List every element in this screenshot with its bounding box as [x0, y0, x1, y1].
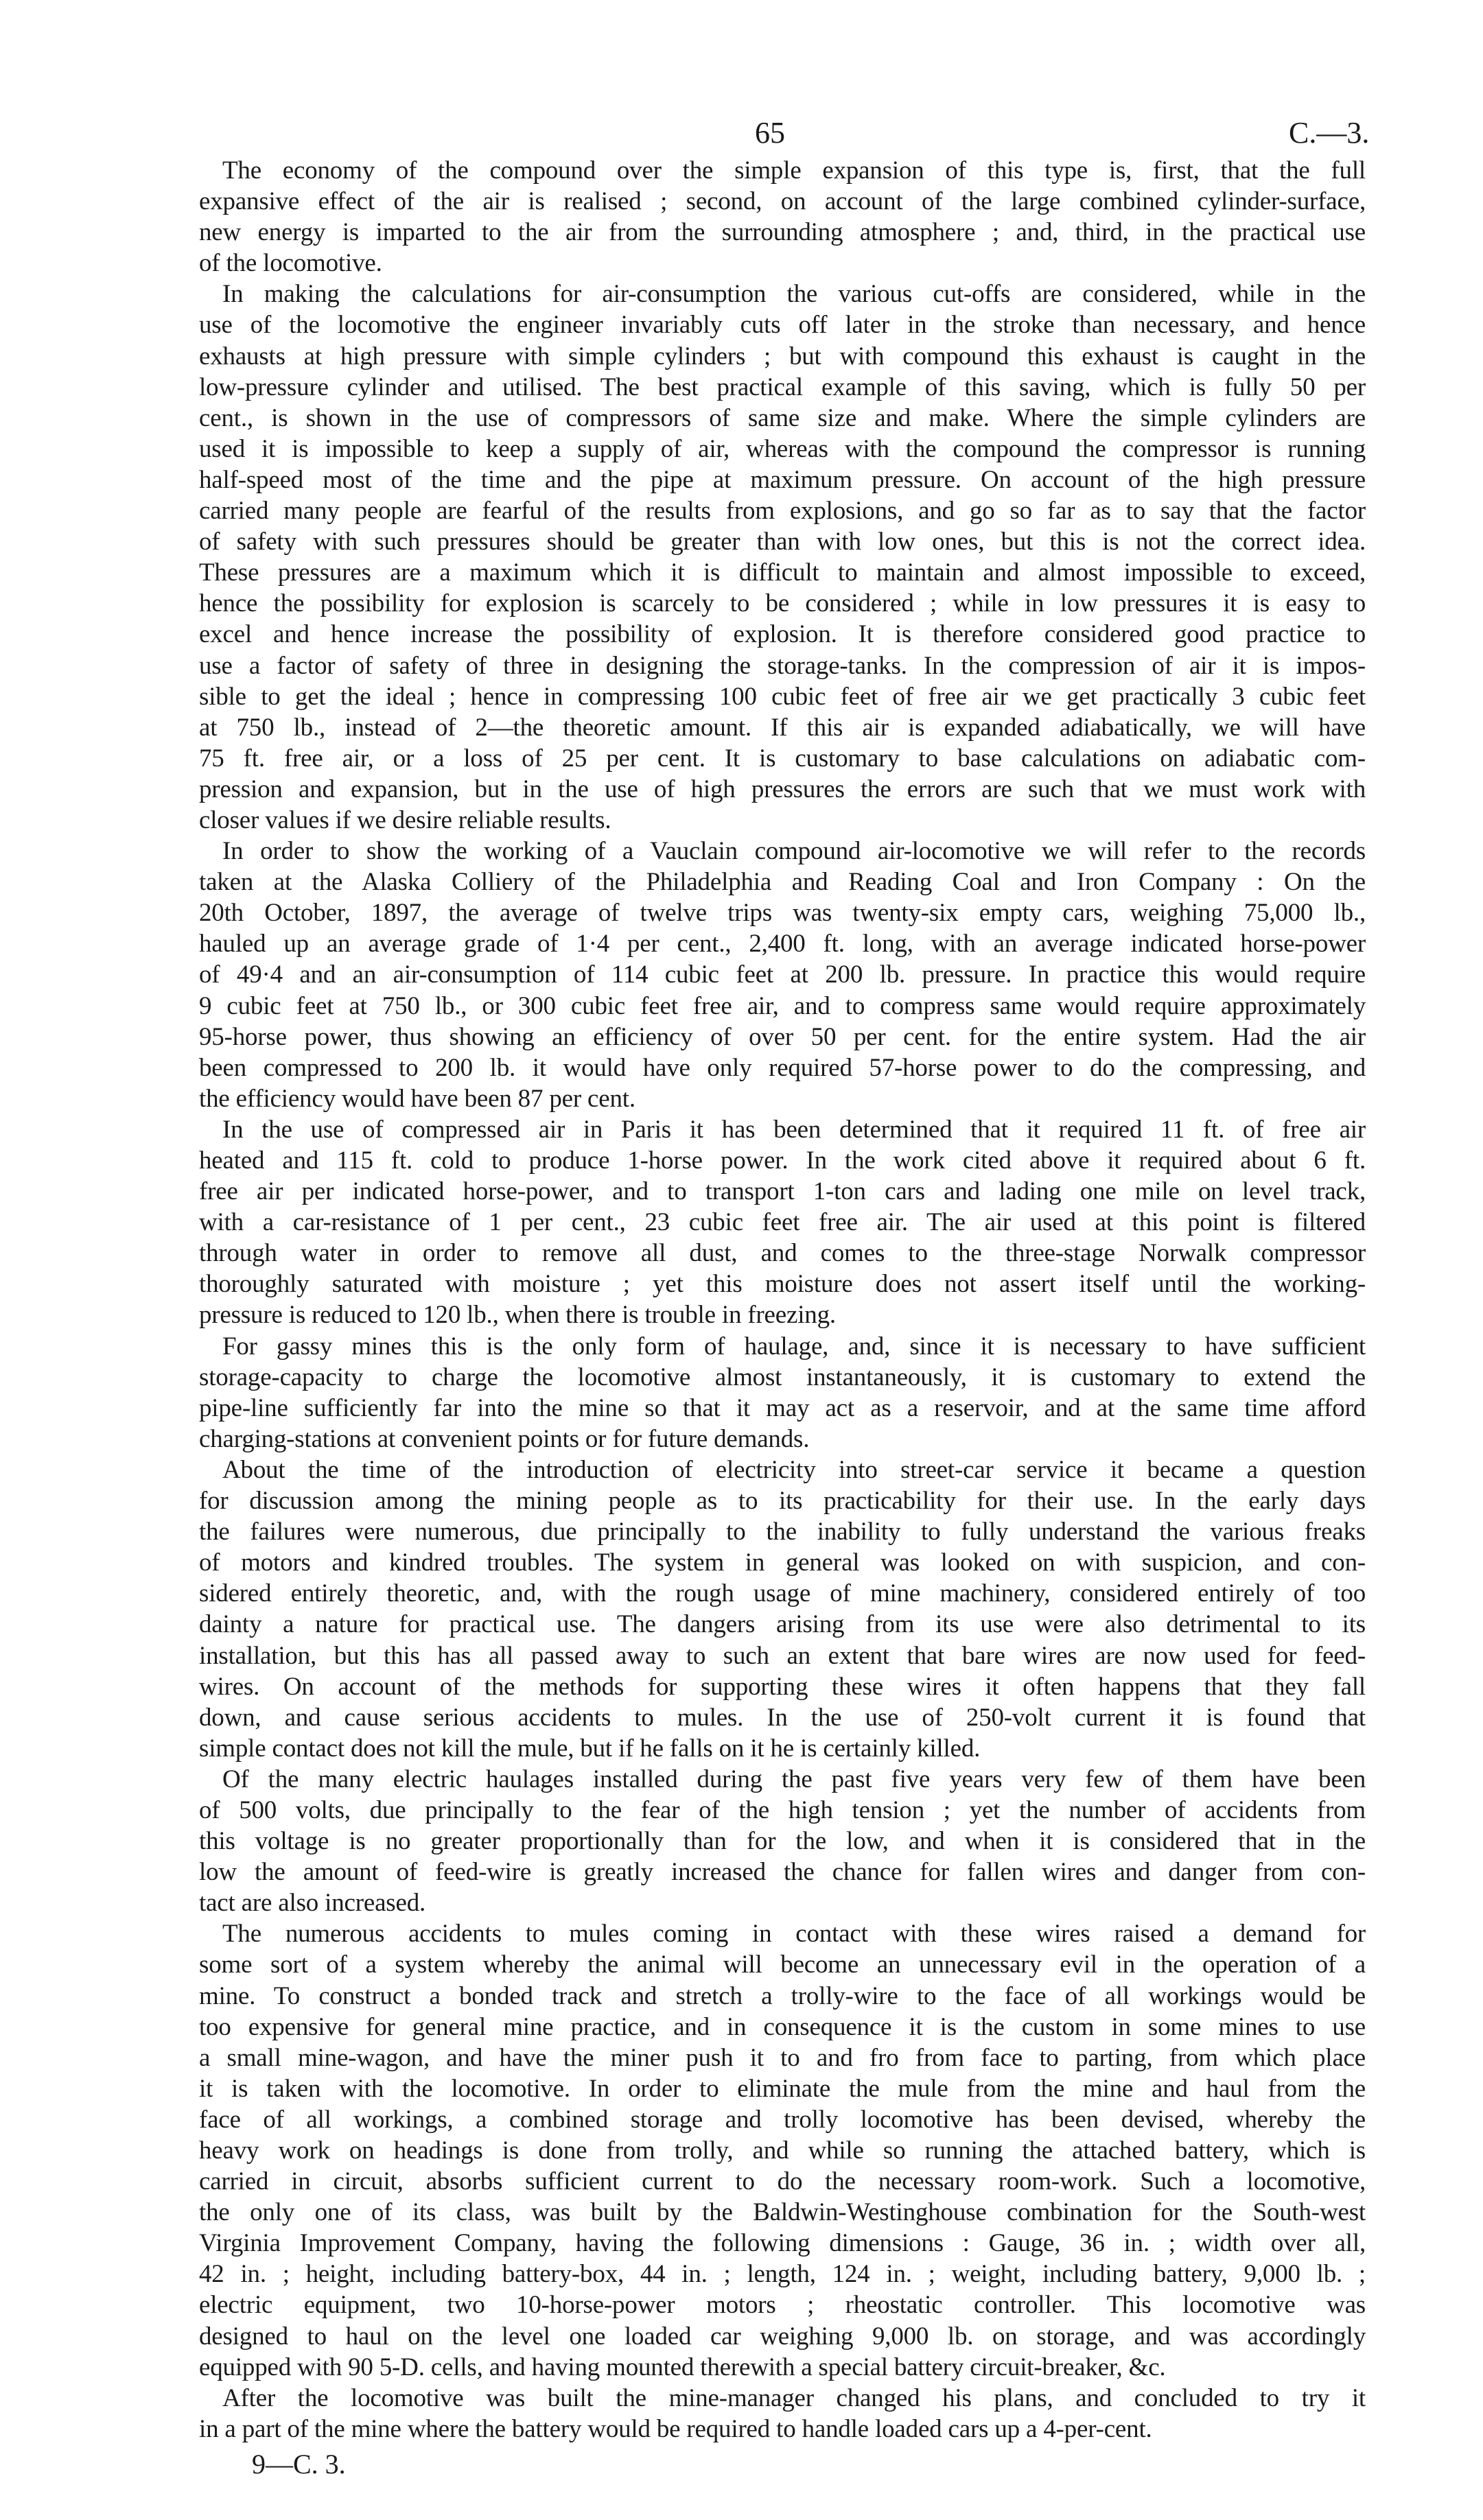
text-line: About the time of the introduction of electricity into street-car service it became a question: [222, 1455, 1366, 1484]
text-line: used it is impossible to keep a supply of air, whereas with the compound the compressor is running: [199, 434, 1366, 463]
body-text: [199, 155, 1366, 2445]
text-line: the efficiency would have been 87 per cent.: [199, 1084, 635, 1113]
text-line: hence the possibility for explosion is scarcely to be considered ; while in low pressures it is easy to: [199, 589, 1366, 618]
text-line: Of the many electric haulages installed during the past five years very few of them have been: [222, 1765, 1366, 1793]
text-line: 20th October, 1897, the average of twelve trips was twenty-six empty cars, weighing 75,000 lb.,: [199, 899, 1366, 928]
text-line: free air per indicated horse-power, and to transport 1-ton cars and lading one mile on level track,: [199, 1177, 1366, 1206]
text-line: pipe-line sufficiently far into the mine so that it may act as a reservoir, and at the same time afford: [199, 1393, 1366, 1422]
text-line: 95-horse power, thus showing an efficiency of over 50 per cent. for the entire system. Had the air: [199, 1022, 1366, 1051]
text-line: installation, but this has all passed away to such an extent that bare wires are now used for feed-: [199, 1641, 1366, 1670]
text-line: too expensive for general mine practice, and in consequence it is the custom in some mines to use: [199, 2012, 1366, 2041]
text-line: face of all workings, a combined storage and trolly locomotive has been devised, whereby the: [199, 2105, 1366, 2134]
text-line: pressure is reduced to 120 lb., when there is trouble in freezing.: [199, 1301, 836, 1330]
text-line: 75 ft. free air, or a loss of 25 per cent. It is customary to base calculations on adiabatic com-: [199, 744, 1366, 773]
text-line: half-speed most of the time and the pipe at maximum pressure. On account of the high pressure: [199, 465, 1366, 494]
text-line: through water in order to remove all dust, and comes to the three-stage Norwalk compressor: [199, 1239, 1366, 1268]
text-line: of motors and kindred troubles. The system in general was looked on with suspicion, and con-: [199, 1548, 1366, 1577]
text-line: designed to haul on the level one loaded car weighing 9,000 lb. on storage, and was accordingly: [199, 2322, 1366, 2351]
text-line: excel and hence increase the possibility of explosion. It is therefore considered good practice to: [199, 620, 1366, 649]
text-line: 42 in. ; height, including battery-box, 44 in. ; length, 124 in. ; weight, including battery, 9,000 lb. ;: [199, 2260, 1366, 2289]
text-line: taken at the Alaska Colliery of the Philadelphia and Reading Coal and Iron Company : On the: [199, 868, 1366, 897]
text-line: carried many people are fearful of the results from explosions, and go so far as to say that the factor: [199, 497, 1366, 526]
text-line: of 49·4 and an air-consumption of 114 cubic feet at 200 lb. pressure. In practice this would require: [199, 961, 1366, 989]
text-line: In making the calculations for air-consumption the various cut-offs are considered, while in the: [222, 280, 1366, 309]
text-line: sible to get the ideal ; hence in compressing 100 cubic feet of free air we get practically 3 cubic feet: [199, 682, 1366, 711]
text-line: of the locomotive.: [199, 249, 382, 278]
text-line: the failures were numerous, due principally to the inability to fully understand the various freaks: [199, 1518, 1366, 1546]
text-line: this voltage is no greater proportionally than for the low, and when it is considered that in the: [199, 1827, 1366, 1856]
text-line: 9 cubic feet at 750 lb., or 300 cubic feet free air, and to compress same would require approximately: [199, 991, 1366, 1020]
text-line: dainty a nature for practical use. The dangers arising from its use were also detrimental to its: [199, 1610, 1366, 1639]
text-line: pression and expansion, but in the use of high pressures the errors are such that we must work with: [199, 775, 1366, 803]
text-line: mine. To construct a bonded track and stretch a trolly-wire to the face of all workings would be: [199, 1981, 1366, 2010]
paragraph: [199, 155, 1366, 279]
text-line: The economy of the compound over the simple expansion of this type is, first, that the full: [222, 156, 1366, 185]
text-line: In the use of compressed air in Paris it has been determined that it required 11 ft. of free air: [222, 1115, 1366, 1144]
text-line: tact are also increased.: [199, 1889, 426, 1918]
text-line: in a part of the mine where the battery would be required to handle loaded cars up a 4-per-cent.: [199, 2414, 1152, 2443]
paragraph: [199, 2383, 1366, 2445]
paragraph: [199, 1114, 1366, 1331]
text-line: carried in circuit, absorbs sufficient current to do the necessary room-work. Such a locomotive,: [199, 2167, 1366, 2196]
text-line: hauled up an average grade of 1·4 per cent., 2,400 ft. long, with an average indicated horse-power: [199, 930, 1366, 958]
text-line: equipped with 90 5-D. cells, and having mounted therewith a special battery circuit-breaker, &c.: [199, 2353, 1166, 2381]
text-line: These pressures are a maximum which it is difficult to maintain and almost impossible to exceed,: [199, 558, 1366, 587]
paragraph: [199, 1918, 1366, 2382]
text-line: sidered entirely theoretic, and, with the rough usage of mine machinery, considered entirely of too: [199, 1579, 1366, 1608]
text-line: simple contact does not kill the mule, but if he falls on it he is certainly killed.: [199, 1734, 981, 1763]
paragraph: [199, 836, 1366, 1114]
paragraph: [199, 1331, 1366, 1455]
text-line: electric equipment, two 10-horse-power motors ; rheostatic controller. This locomotive was: [199, 2291, 1366, 2320]
text-line: expansive effect of the air is realised ; second, on account of the large combined cylinder-surface,: [199, 187, 1366, 216]
text-line: In order to show the working of a Vauclain compound air-locomotive we will refer to the records: [222, 837, 1366, 866]
text-line: charging-stations at convenient points or for future demands.: [199, 1424, 810, 1453]
text-line: of 500 volts, due principally to the fear of the high tension ; yet the number of accidents from: [199, 1795, 1366, 1824]
text-line: closer values if we desire reliable results.: [199, 805, 611, 834]
text-line: low-pressure cylinder and utilised. The best practical example of this saving, which is fully 50 per: [199, 373, 1366, 401]
paragraph: [199, 1455, 1366, 1764]
text-line: heavy work on headings is done from trolly, and while so running the attached battery, which is: [199, 2136, 1366, 2165]
text-line: use a factor of safety of three in designing the storage-tanks. In the compression of air it is impos-: [199, 651, 1366, 680]
text-line: it is taken with the locomotive. In order to eliminate the mule from the mine and haul from the: [199, 2074, 1366, 2103]
text-line: low the amount of feed-wire is greatly increased the chance for fallen wires and danger from con-: [199, 1858, 1366, 1887]
document-reference: C.—3.: [1289, 116, 1370, 150]
sheet-signature: 9—C. 3.: [252, 2449, 346, 2480]
text-line: For gassy mines this is the only form of haulage, and, since it is necessary to have sufficient: [222, 1332, 1366, 1361]
text-line: wires. On account of the methods for supporting these wires it often happens that they fall: [199, 1672, 1366, 1701]
text-line: storage-capacity to charge the locomotive almost instantaneously, it is customary to extend the: [199, 1363, 1366, 1391]
text-line: a small mine-wagon, and have the miner push it to and fro from face to parting, from which place: [199, 2043, 1366, 2072]
text-line: been compressed to 200 lb. it would have only required 57-horse power to do the compressing, and: [199, 1053, 1366, 1082]
text-line: at 750 lb., instead of 2—the theoretic amount. If this air is expanded adiabatically, we will have: [199, 713, 1366, 742]
text-line: some sort of a system whereby the animal will become an unnecessary evil in the operation of a: [199, 1951, 1366, 1979]
text-line: of safety with such pressures should be greater than with low ones, but this is not the correct idea.: [199, 528, 1366, 556]
text-line: new energy is imparted to the air from the surrounding atmosphere ; and, third, in the practical use: [199, 218, 1366, 247]
paragraph: [199, 1764, 1366, 1918]
text-line: heated and 115 ft. cold to produce 1-horse power. In the work cited above it required about 6 ft.: [199, 1146, 1366, 1175]
text-line: Virginia Improvement Company, having the following dimensions : Gauge, 36 in. ; width over all,: [199, 2229, 1366, 2258]
text-line: cent., is shown in the use of compressors of same size and make. Where the simple cylinders are: [199, 403, 1366, 432]
paragraph: [199, 279, 1366, 836]
text-line: with a car-resistance of 1 per cent., 23 cubic feet free air. The air used at this point is filtered: [199, 1208, 1366, 1237]
text-line: use of the locomotive the engineer invariably cuts off later in the stroke than necessary, and hence: [199, 311, 1366, 340]
text-line: The numerous accidents to mules coming in contact with these wires raised a demand for: [222, 1920, 1366, 1948]
text-line: down, and cause serious accidents to mules. In the use of 250-volt current it is found that: [199, 1703, 1366, 1732]
text-line: thoroughly saturated with moisture ; yet this moisture does not assert itself until the working-: [199, 1270, 1366, 1299]
page-number: 65: [755, 116, 785, 150]
text-line: After the locomotive was built the mine-manager changed his plans, and concluded to try it: [222, 2383, 1366, 2412]
text-line: for discussion among the mining people as to its practicability for their use. In the early days: [199, 1487, 1366, 1516]
text-line: exhausts at high pressure with simple cylinders ; but with compound this exhaust is caught in the: [199, 342, 1366, 370]
text-line: the only one of its class, was built by the Baldwin-Westinghouse combination for the South-west: [199, 2198, 1366, 2227]
